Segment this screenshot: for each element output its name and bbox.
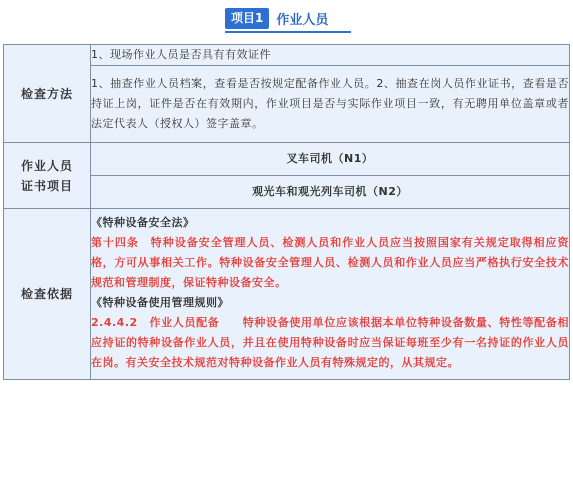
law-2-text: 2.4.4.2 作业人员配备 特种设备使用单位应该根据本单位特种设备数量、特性等配备相应持证的特种设备作业人员，并且在使用特种设备时应当保证每班至少有一名持证的作业人员在岗。有关安全技术规范对特种设备作业人员有特殊规定的，从其规定。 xyxy=(91,316,569,369)
section-header xyxy=(225,8,328,29)
law-1-title: 《特种设备安全法》 xyxy=(91,216,195,229)
title-underline xyxy=(225,31,351,33)
basis-content xyxy=(91,209,570,380)
certificate-label xyxy=(4,143,91,209)
inspection-table xyxy=(3,44,570,380)
title-bar xyxy=(0,0,573,36)
certificate-item-forklift: 叉车司机（N1） xyxy=(91,143,570,176)
inspection-method-item-2: 1、抽查作业人员档案，查看是否按规定配备作业人员。2、抽查在岗人员作业证书，查看是否持证上岗，证件是否在有效期内，作业项目是否与实际作业项目一致，有无聘用单位盖章或者法定代表人（授权人）签字盖章。 xyxy=(91,66,570,143)
inspection-method-item-1: 1、现场作业人员是否具有有效证件 xyxy=(91,45,570,66)
law-1-text: 第十四条 特种设备安全管理人员、检测人员和作业人员应当按照国家有关规定取得相应资格，方可从事相关工作。特种设备安全管理人员、检测人员和作业人员应当严格执行安全技术规范和管理制度，保证特种设备安全。 xyxy=(91,236,569,289)
table-row xyxy=(4,209,570,380)
certificate-label-line-2: 证书项目 xyxy=(20,178,73,193)
law-2-title: 《特种设备使用管理规则》 xyxy=(91,296,229,309)
section-title: 作业人员 xyxy=(276,13,329,28)
certificate-item-sightseeing: 观光车和观光列车司机（N2） xyxy=(91,176,570,209)
item-badge: 项目1 xyxy=(225,8,269,29)
basis-label: 检查依据 xyxy=(4,209,91,380)
certificate-label-line-1: 作业人员 xyxy=(20,158,73,173)
inspection-method-label: 检查方法 xyxy=(4,45,91,143)
table-row xyxy=(4,143,570,176)
table-row xyxy=(4,45,570,66)
